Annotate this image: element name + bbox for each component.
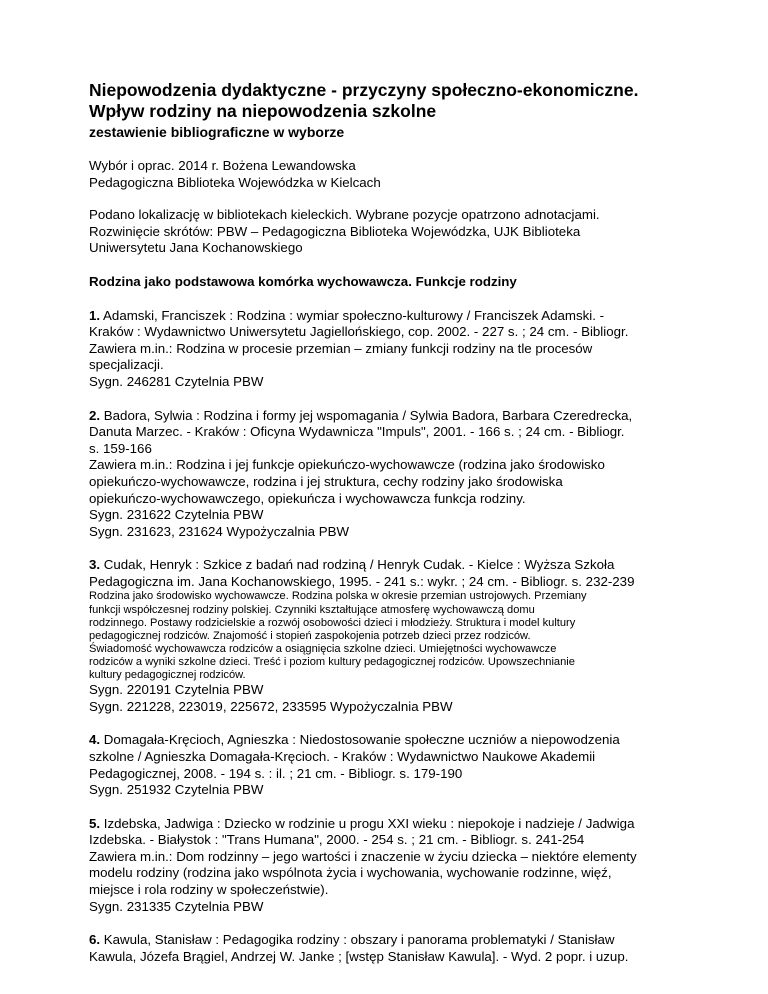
entry-line: miejsce i rola rodziny w społeczeństwie). [89, 882, 329, 898]
entry-call-number: Sygn. 221228, 223019, 225672, 233595 Wypożyczalnia PBW [89, 698, 453, 714]
section-heading: Rodzina jako podstawowa komórka wychowawcza. Funkcje rodziny [89, 273, 517, 289]
entry-first-line [89, 557, 689, 574]
entry-line: s. 159-166 [89, 440, 152, 456]
entry-number: 2. [89, 407, 101, 423]
entry-line: Zawiera m.in.: Rodzina i jej funkcje opiekuńczo-wychowawcze (rodzina jako środowisko [89, 457, 605, 473]
annotation-line: funkcji współczesnej rodziny polskiej. Czynniki kształtujące atmosferę wychowawczą domu [89, 603, 535, 616]
title-line-2: Wpływ rodziny na niepowodzenia szkolne [89, 101, 437, 121]
entry-line: opiekuńczo-wychowawcze, rodzina i jej struktura, cechy rodziny jako środowiska [89, 473, 563, 489]
entry-first-line [89, 732, 689, 749]
entry-number: 5. [89, 815, 101, 831]
entry-number: 4. [89, 732, 101, 748]
entry-call-number: Sygn. 231622 Czytelnia PBW [89, 507, 264, 523]
entry-text: Domagała-Kręcioch, Agnieszka : Niedostosowanie społeczne uczniów a niepowodzenia [100, 732, 620, 748]
bibliography-entry [89, 816, 689, 916]
entry-first-line [89, 816, 689, 833]
entry-call-number: Sygn. 231335 Czytelnia PBW [89, 898, 264, 914]
entry-first-line [89, 308, 689, 325]
entry-text: Izdebska, Jadwiga : Dziecko w rodzinie u progu XXI wieku : niepokoje i nadzieje / Jadwiga [100, 815, 635, 831]
document-subtitle: zestawienie bibliograficzne w wyborze [89, 124, 345, 140]
entry-number: 1. [89, 307, 101, 323]
annotation-line: kultury pedagogicznej rodziców. [89, 669, 246, 682]
entry-line: Pedagogiczna im. Jana Kochanowskiego, 1995. - 241 s.: wykr. ; 24 cm. - Bibliogr. s. 232-239 [89, 573, 635, 589]
entry-text: Badora, Sylwia : Rodzina i formy jej wspomagania / Sylwia Badora, Barbara Czeredrecka, [100, 407, 633, 423]
notes-line: Podano lokalizację w bibliotekach kieleckich. Wybrane pozycje opatrzono adnotacjami. [89, 207, 600, 223]
annotation-line: pedagogicznej rodziców. Znajomość i stopień zaspokojenia potrzeb dzieci przez rodziców. [89, 629, 531, 642]
bibliography-entry [89, 308, 689, 391]
author-block [89, 158, 689, 191]
entry-first-line [89, 932, 689, 949]
bibliography-entry [89, 557, 689, 715]
entry-annotation [89, 590, 689, 682]
entry-line: Izdebska. - Białystok : "Trans Humana", 2000. - 254 s. ; 21 cm. - Bibliogr. s. 241-254 [89, 832, 585, 848]
bibliography-entry [89, 408, 689, 541]
entry-call-number: Sygn. 231623, 231624 Wypożyczalnia PBW [89, 523, 350, 539]
document-title [89, 80, 689, 122]
entry-text: Kawula, Stanisław : Pedagogika rodziny : obszary i panorama problematyki / Stanisław [100, 932, 615, 948]
entry-line: Zawiera m.in.: Dom rodzinny – jego wartości i znaczenie w życiu dziecka – niektóre elementy [89, 848, 637, 864]
entry-line: Kraków : Wydawnictwo Uniwersytetu Jagiellońskiego, cop. 2002. - 227 s. ; 24 cm. - Bibliogr. [89, 324, 629, 340]
notes-line: Uniwersytetu Jana Kochanowskiego [89, 240, 303, 256]
annotation-line: rodzinnego. Postawy rodzicielskie a rozwój osobowości dzieci i młodzieży. Struktura i model kultury [89, 616, 576, 629]
annotation-line: rodziców a wyniki szkolne dzieci. Treść i poziom kultury pedagogicznej rodziców. Upowszechnianie [89, 655, 575, 668]
bibliography-entry [89, 932, 689, 965]
entry-text: Cudak, Henryk : Szkice z badań nad rodziną / Henryk Cudak. - Kielce : Wyższa Szkoła [100, 557, 615, 573]
entry-call-number: Sygn. 251932 Czytelnia PBW [89, 782, 264, 798]
notes-line: Rozwinięcie skrótów: PBW – Pedagogiczna Biblioteka Wojewódzka, UJK Biblioteka [89, 223, 581, 239]
entry-line: modelu rodziny (rodzina jako wspólnota życia i wychowania, wychowanie rodzinne, więź, [89, 865, 612, 881]
author-line: Wybór i oprac. 2014 r. Bożena Lewandowska [89, 158, 356, 173]
entry-line: specjalizacji. [89, 357, 164, 373]
entry-line: Zawiera m.in.: Rodzina w procesie przemian – zmiany funkcji rodziny na tle procesów [89, 340, 593, 356]
entry-line: Danuta Marzec. - Kraków : Oficyna Wydawnicza "Impuls", 2001. - 166 s. ; 24 cm. - Bibliogr. [89, 424, 625, 440]
notes-block [89, 207, 689, 257]
document-page [89, 80, 689, 965]
entry-call-number: Sygn. 246281 Czytelnia PBW [89, 373, 264, 389]
title-line-1: Niepowodzenia dydaktyczne - przyczyny społeczno-ekonomiczne. [89, 80, 639, 100]
entry-line: opiekuńczo-wychowawczego, opiekuńcza i wychowawcza funkcja rodziny. [89, 490, 526, 506]
entry-first-line [89, 408, 689, 425]
entry-number: 3. [89, 557, 101, 573]
entry-number: 6. [89, 932, 101, 948]
entry-text: Adamski, Franciszek : Rodzina : wymiar społeczno-kulturowy / Franciszek Adamski. - [100, 307, 605, 323]
bibliography-entry [89, 732, 689, 798]
entry-line: Pedagogicznej, 2008. - 194 s. : il. ; 21 cm. - Bibliogr. s. 179-190 [89, 765, 463, 781]
entry-call-number: Sygn. 220191 Czytelnia PBW [89, 682, 264, 698]
annotation-line: Świadomość wychowawcza rodziców a osiągnięcia szkolne dzieci. Umiejętności wychowawcze [89, 642, 557, 655]
entry-line: Kawula, Józefa Brągiel, Andrzej W. Janke ; [wstęp Stanisław Kawula]. - Wyd. 2 popr. i uzup. [89, 948, 629, 964]
author-line: Pedagogiczna Biblioteka Wojewódzka w Kielcach [89, 174, 381, 190]
entry-line: szkolne / Agnieszka Domagała-Kręcioch. - Kraków : Wydawnictwo Naukowe Akademii [89, 748, 596, 764]
annotation-line: Rodzina jako środowisko wychowawcze. Rodzina polska w okresie przemian ustrojowych. Przemiany [89, 590, 587, 603]
